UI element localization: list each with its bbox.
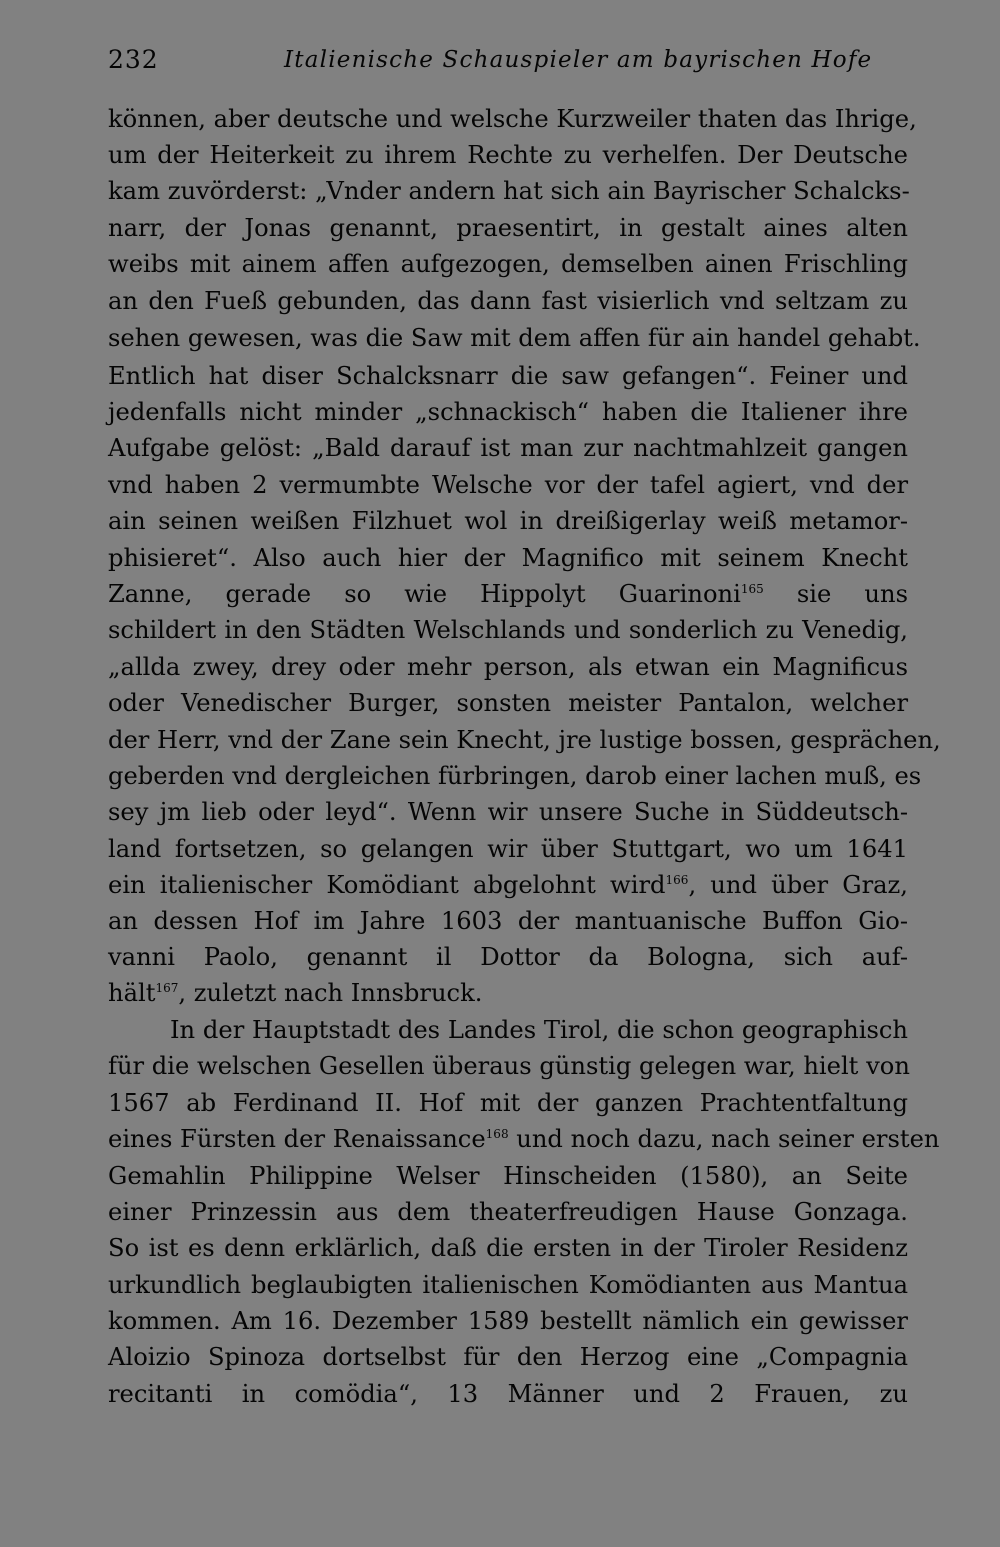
text-line bbox=[108, 867, 908, 903]
text-line: geberden vnd dergleichen fürbringen, darob einer lachen muß, es bbox=[108, 762, 922, 790]
text-line: kam zuvörderst: „Vnder andern hat sich ain Bayrischer Schalcks- bbox=[108, 177, 910, 205]
text-line-paragraph-start: In der Hauptstadt des Landes Tirol, die schon geographisch bbox=[170, 1016, 908, 1044]
text-line: sehen gewesen, was die Saw mit dem affen für ain handel gehabt. bbox=[108, 324, 921, 352]
text-line-end: , zuletzt nach Innsbruck. bbox=[178, 979, 483, 1007]
text-line-end: sie uns bbox=[763, 580, 908, 608]
page-header bbox=[108, 42, 908, 78]
text-line: Aloizio Spinoza dortselbst für den Herzog eine „Compagnia bbox=[108, 1343, 908, 1371]
text-line: der Herr, vnd der Zane sein Knecht, jre lustige bossen, gesprächen, bbox=[108, 726, 941, 754]
text-line: vanni Paolo, genannt il Dottor da Bologna, sich auf- bbox=[108, 943, 908, 971]
text-line: für die welschen Gesellen überaus günstig gelegen war, hielt von bbox=[108, 1052, 910, 1080]
text-line bbox=[108, 975, 908, 1011]
footnote-ref: 165 bbox=[740, 582, 764, 596]
text-line: narr, der Jonas genannt, praesentirt, in gestalt aines alten bbox=[108, 214, 908, 242]
text-line: können, aber deutsche und welsche Kurzweiler thaten das Ihrige, bbox=[108, 105, 917, 133]
text-line: oder Venedischer Burger, sonsten meister Pantalon, welcher bbox=[108, 689, 908, 717]
text-line-start: ein italienischer Komödiant abgelohnt wird bbox=[108, 871, 666, 899]
text-line: um der Heiterkeit zu ihrem Rechte zu verhelfen. Der Deutsche bbox=[108, 141, 908, 169]
running-title: Italienische Schauspieler am bayrischen Hofe bbox=[284, 47, 873, 73]
text-line: land fortsetzen, so gelangen wir über Stuttgart, wo um 1641 bbox=[108, 835, 908, 863]
text-line: „allda zwey, drey oder mehr person, als etwan ein Magnificus bbox=[108, 653, 908, 681]
text-line-end: , und über Graz, bbox=[688, 871, 908, 899]
text-line: vnd haben 2 vermumbte Welsche vor der tafel agiert, vnd der bbox=[108, 471, 908, 499]
text-line: an den Fueß gebunden, das dann fast visierlich vnd seltzam zu bbox=[108, 287, 908, 315]
text-line: So ist es denn erklärlich, daß die ersten in der Tiroler Residenz bbox=[108, 1234, 908, 1262]
text-line-start: Zanne, gerade so wie Hippolyt Guarinoni bbox=[108, 580, 741, 608]
text-line: ain seinen weißen Filzhuet wol in dreißigerlay weiß metamor- bbox=[108, 507, 908, 535]
text-line: schildert in den Städten Welschlands und sonderlich zu Venedig, bbox=[108, 616, 908, 644]
text-line: urkundlich beglaubigten italienischen Komödianten aus Mantua bbox=[108, 1271, 908, 1299]
text-line: Aufgabe gelöst: „Bald darauf ist man zur nachtmahlzeit gangen bbox=[108, 434, 908, 462]
text-line-start: eines Fürsten der Renaissance bbox=[108, 1125, 486, 1153]
text-line: kommen. Am 16. Dezember 1589 bestellt nämlich ein gewisser bbox=[108, 1307, 908, 1335]
text-line-start: hält bbox=[108, 979, 156, 1007]
text-line: Gemahlin Philippine Welser Hinscheiden (1580), an Seite bbox=[108, 1162, 908, 1190]
footnote-ref: 166 bbox=[665, 873, 689, 887]
text-line: weibs mit ainem affen aufgezogen, demselben ainen Frischling bbox=[108, 250, 908, 278]
text-line: phisieret“. Also auch hier der Magnifico mit seinem Knecht bbox=[108, 544, 908, 572]
text-line: an dessen Hof im Jahre 1603 der mantuanische Buffon Gio- bbox=[108, 907, 908, 935]
text-line: Entlich hat diser Schalcksnarr die saw gefangen“. Feiner und bbox=[108, 362, 908, 390]
text-line: jedenfalls nicht minder „schnackisch“ haben die Italiener ihre bbox=[108, 398, 908, 426]
footnote-ref: 168 bbox=[485, 1127, 509, 1141]
text-line bbox=[108, 576, 908, 612]
text-line: recitanti in comödia“, 13 Männer und 2 Frauen, zu bbox=[108, 1380, 908, 1408]
page-number: 232 bbox=[108, 45, 159, 74]
text-line-end: und noch dazu, nach seiner ersten bbox=[508, 1125, 940, 1153]
text-line: sey jm lieb oder leyd“. Wenn wir unsere Suche in Süddeutsch- bbox=[108, 798, 908, 826]
text-line: 1567 ab Ferdinand II. Hof mit der ganzen Prachtentfaltung bbox=[108, 1089, 908, 1117]
text-line: einer Prinzessin aus dem theaterfreudigen Hause Gonzaga. bbox=[108, 1198, 908, 1226]
footnote-ref: 167 bbox=[155, 981, 179, 995]
text-line bbox=[108, 1121, 940, 1157]
